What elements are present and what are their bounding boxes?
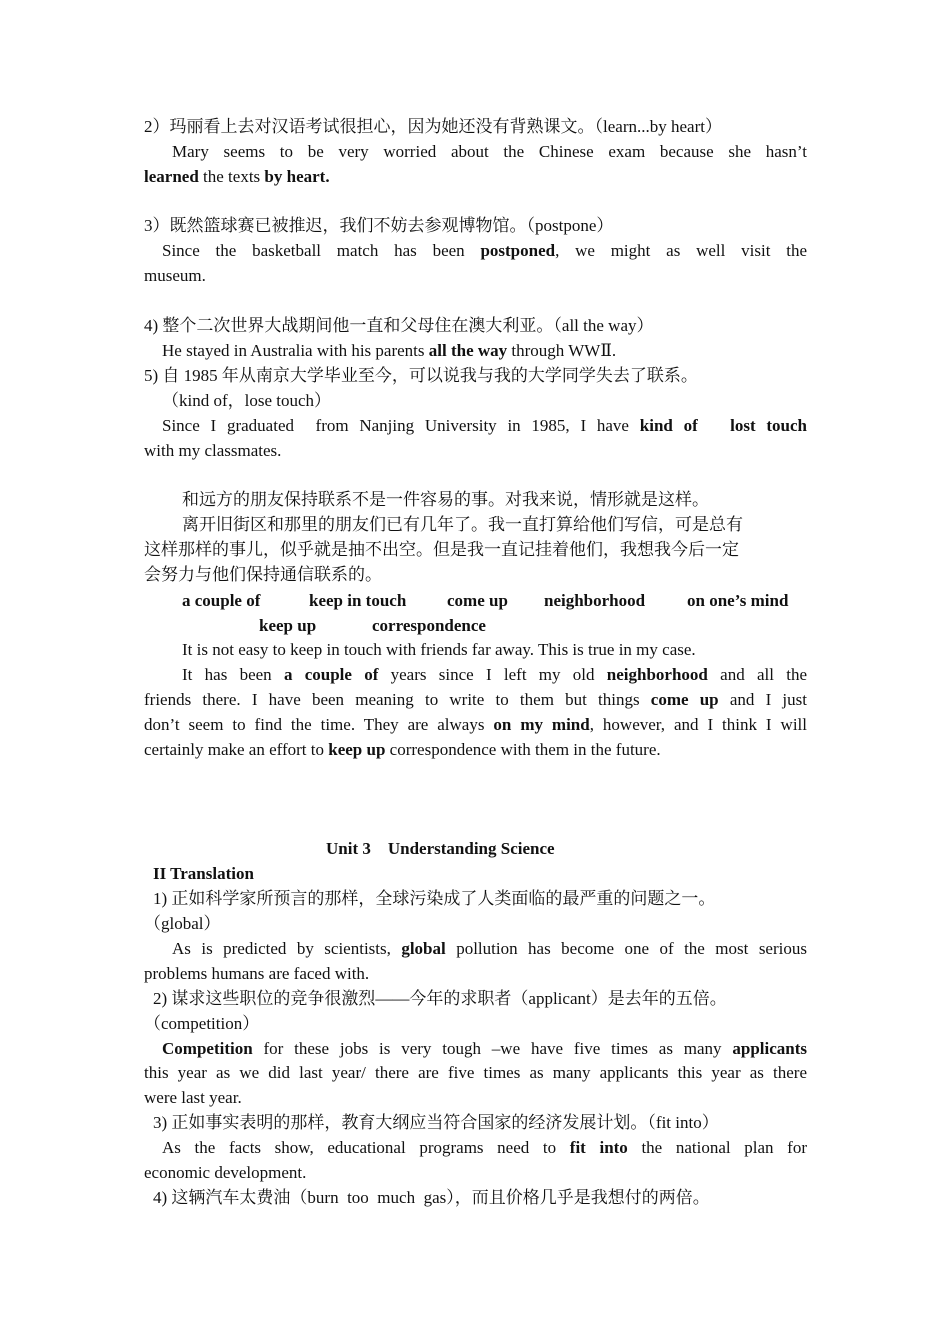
u2-item2-cn: 2）玛丽看上去对汉语考试很担心，因为她还没有背熟课文。（learn...by heart）	[144, 117, 722, 136]
u3-item1-en-line2: problems humans are faced with.	[144, 964, 370, 983]
u3-item4-cn: 4) 这辆汽车太费油（burn too much gas），而且价格几乎是我想付的两倍。	[153, 1188, 710, 1207]
word-keep-in-touch: keep in touch	[309, 591, 407, 610]
passage-cn-p2-line1: 离开旧街区和那里的朋友们已有几年了。我一直打算给他们写信，可是总有	[182, 515, 743, 534]
u2-item2-en-line1: Mary seems to be very worried about the Chinese exam because she hasn’t	[172, 142, 807, 161]
unit3-title: Unit 3 Understanding Science	[326, 839, 555, 858]
passage-en-p2-line4: certainly make an effort to keep up correspondence with them in the future.	[144, 740, 661, 759]
passage-en-p2-line1: It has been a couple of years since I left my old neighborhood and all the	[182, 665, 807, 684]
u3-item2-en-line2: this year as we did last year/ there are five times as many applicants this year as there	[144, 1063, 807, 1082]
word-on-ones-mind: on one’s mind	[687, 591, 789, 610]
word-a-couple-of: a couple of	[182, 591, 261, 610]
u3-item2-en-line3: were last year.	[144, 1088, 242, 1107]
passage-en-p1: It is not easy to keep in touch with friends far away. This is true in my case.	[182, 640, 696, 659]
word-correspondence: correspondence	[372, 616, 486, 635]
u3-item1-cn-line2: （global）	[144, 914, 221, 933]
u3-item3-en-line1: As the facts show, educational programs need to fit into the national plan for	[162, 1138, 807, 1157]
u3-item2-en-line1: Competition for these jobs is very tough –we have five times as many applicants	[162, 1039, 807, 1058]
u2-item3-en-line1: Since the basketball match has been postponed, we might as well visit the	[162, 241, 807, 260]
u2-item4-en: He stayed in Australia with his parents all the way through WWⅡ.	[162, 341, 617, 360]
word-neighborhood: neighborhood	[544, 591, 646, 610]
u3-item2-cn-line1: 2) 谋求这些职位的竞争很激烈——今年的求职者（applicant）是去年的五倍。	[153, 989, 727, 1008]
unit3-section-heading: II Translation	[153, 864, 254, 883]
u2-item3-en-line2: museum.	[144, 266, 206, 285]
u2-item5-cn: 5) 自 1985 年从南京大学毕业至今，可以说我与我的大学同学失去了联系。	[144, 366, 698, 385]
u2-item4-cn: 4) 整个二次世界大战期间他一直和父母住在澳大利亚。（all the way）	[144, 316, 654, 335]
u2-item2-en-line2: learned the texts by heart.	[144, 167, 330, 186]
passage-cn-p2-line2: 这样那样的事儿，似乎就是抽不出空。但是我一直记挂着他们，我想我今后一定	[144, 540, 739, 559]
passage-en-p2-line3: don’t seem to find the time. They are always on my mind, however, and I think I will	[144, 715, 807, 734]
u3-item3-cn: 3) 正如事实表明的那样，教育大纲应当符合国家的经济发展计划。（fit into）	[153, 1113, 719, 1132]
u2-item5-cn-hint: （kind of，lose touch）	[162, 391, 332, 410]
u3-item1-en-line1: As is predicted by scientists, global pollution has become one of the most serious	[172, 939, 807, 958]
word-keep-up: keep up	[259, 616, 317, 635]
u2-item5-en-line1: Since I graduated from Nanjing University in 1985, I have kind of lost touch	[162, 416, 807, 435]
u3-item3-en-line2: economic development.	[144, 1163, 307, 1182]
u2-item5-en-line2: with my classmates.	[144, 441, 282, 460]
passage-en-p2-line2: friends there. I have been meaning to write to them but things come up and I just	[144, 690, 807, 709]
u3-item2-cn-line2: （competition）	[144, 1014, 260, 1033]
passage-cn-p2-line3: 会努力与他们保持通信联系的。	[144, 565, 382, 584]
u2-item3-cn: 3）既然篮球赛已被推迟，我们不妨去参观博物馆。（postpone）	[144, 216, 614, 235]
u3-item1-cn-line1: 1) 正如科学家所预言的那样，全球污染成了人类面临的最严重的问题之一。	[153, 889, 716, 908]
passage-cn-p1: 和远方的朋友保持联系不是一件容易的事。对我来说，情形就是这样。	[182, 490, 709, 509]
word-come-up: come up	[447, 591, 508, 610]
